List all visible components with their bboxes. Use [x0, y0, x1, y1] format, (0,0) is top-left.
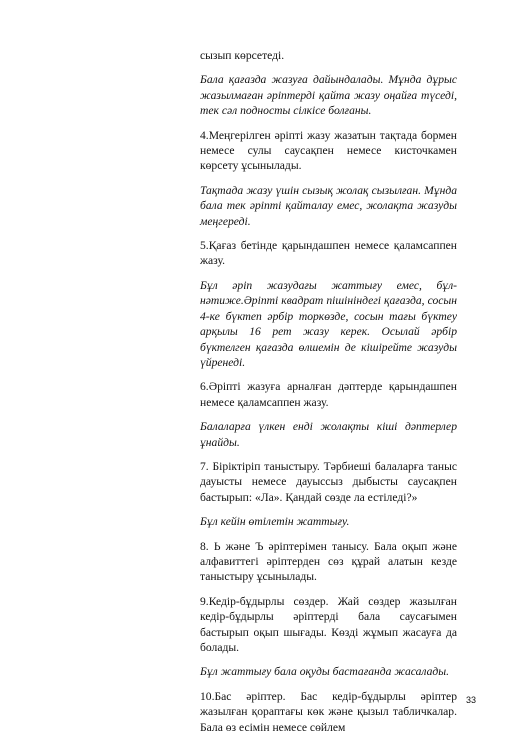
paragraph-7: 6.Әріпті жазуға арналған дәптерде қарындашпен немесе қаламсаппен жазу. [200, 380, 457, 409]
paragraph-11: 8. Ь және Ъ әріптерімен танысу. Бала оқып және алфавиттегі әріптерден сөз құрай алатын кезде таныстыру ұсынылады. [200, 539, 457, 584]
paragraph-10: Бұл кейін өтілетін жаттығу. [200, 515, 350, 529]
paragraph-14: 10.Бас әріптер. Бас кедір-бұдырлы әріптер жазылған қораптағы көк және қызыл табличкалар. Бала өз есімін немесе сөйлем [200, 689, 457, 734]
paragraph-6: Бұл әріп жазудағы жаттығу емес, бұл-нәтиже.Әріпті квадрат пішініндегі қағазда, сосын 4-ке бүктеп әрбір торкөзде, сосын тағы бүктеу арқылы 16 рет жазу керек. Осылай әрбір бүктелген қағазда өлшемін де кішірейте жазуды үйренеді. [200, 278, 457, 369]
paragraph-12: 9.Кедір-бұдырлы сөздер. Жай сөздер жазылған кедір-бұдырлы әріптерді бала саусағымен бастырып оқып шығады. Көзді жұмып жасауға да болады. [200, 594, 457, 654]
page-number: 33 [466, 695, 477, 705]
paragraph-8: Балаларға үлкен енді жолақты кіші дәптерлер ұнайды. [200, 420, 457, 449]
paragraph-4: Тақтада жазу үшін сызық жолақ сызылған. Мұнда бала тек әріпті қайталау емес, жолақта жазуды меңгереді. [200, 183, 457, 228]
paragraph-5: 5.Қағаз бетінде қарындашпен немесе қаламсаппен жазу. [200, 239, 457, 268]
text-column [200, 48, 457, 744]
paragraph-2: Бала қағазда жазуға дайындалады. Мұнда дұрыс жазылмаған әріптерді қайта жазу оңайға түседі, тек сәл подносты сілкісе болғаны. [200, 73, 457, 118]
paragraph-1: сызып көрсетеді. [200, 49, 285, 62]
paragraph-9: 7. Біріктіріп таныстыру. Тәрбиеші балаларға таныс дауысты немесе дауыссыз дыбысты саусақпен бастырып: «Ла». Қандай сөзде ла естіледі?» [200, 459, 457, 504]
paragraph-13: Бұл жаттығу бала оқуды бастағанда жасалады. [200, 665, 450, 679]
paragraph-3: 4.Меңгерілген әріпті жазу жазатын тақтада бормен немесе сулы саусақпен немесе кисточкамен көрсету ұсынылады. [200, 128, 457, 173]
